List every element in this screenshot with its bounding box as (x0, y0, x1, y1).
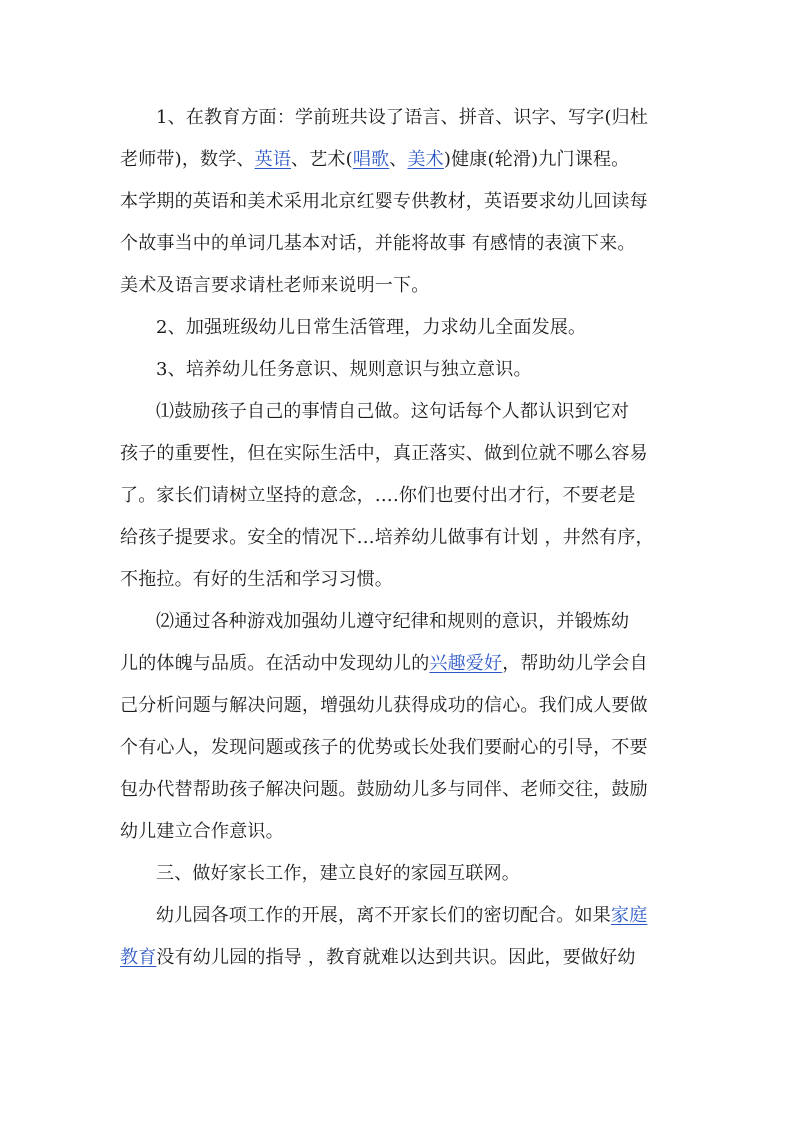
paragraph-line: 个有心人，发现问题或孩子的优势或长处我们要耐心的引导，不要 (120, 737, 648, 758)
link-family[interactable]: 家庭 (611, 905, 648, 926)
paragraph-line (120, 148, 629, 172)
link-education[interactable]: 教育 (120, 947, 157, 968)
text-span: ，帮助幼儿学会自 (502, 653, 648, 674)
link-interests[interactable]: 兴趣爱好 (429, 653, 503, 674)
text-span: 幼儿园各项工作的开展，离不开家长们的密切配合。如果 (156, 905, 611, 926)
paragraph-line: 了。家长们请树立坚持的意念，….你们也要付出才行，不要老是 (120, 485, 636, 506)
paragraph-line: 己分析问题与解决问题，增强幼儿获得成功的信心。我们成人要做 (120, 695, 648, 716)
paragraph-line: 1、在教育方面：学前班共设了语言、拼音、识字、写字(归杜 (156, 107, 649, 128)
section-heading: 三、做好家长工作，建立良好的家园互联网。 (156, 863, 520, 884)
paragraph-line: 包办代替帮助孩子解决问题。鼓励幼儿多与同伴、老师交往，鼓励 (120, 779, 648, 800)
paragraph-line (156, 904, 647, 928)
paragraph-line: 3、培养幼儿任务意识、规则意识与独立意识。 (156, 359, 532, 380)
link-english[interactable]: 英语 (254, 149, 292, 170)
paragraph-line: ⑴鼓励孩子自己的事情自己做。这句话每个人都认识到它对 (156, 401, 630, 422)
paragraph-line: 2、加强班级幼儿日常生活管理，力求幼儿全面发展。 (156, 317, 587, 338)
text-span: )健康(轮滑)九门课程。 (443, 149, 630, 170)
paragraph-line (120, 946, 636, 970)
paragraph-line: 给孩子提要求。安全的情况下…培养幼儿做事有计划 ，井然有序， (120, 527, 654, 548)
paragraph-line: 幼儿建立合作意识。 (120, 821, 284, 842)
text-span: 老师带)，数学、 (120, 149, 255, 170)
link-art[interactable]: 美术 (407, 149, 444, 170)
text-span: 、艺术( (291, 149, 353, 170)
text-span: 没有幼儿园的指导 ，教育就难以达到共识。因此，要做好幼 (156, 947, 636, 968)
text-span: 、 (389, 149, 408, 170)
paragraph-line: 本学期的英语和美术采用北京红婴专供教材，英语要求幼儿回读每 (120, 191, 648, 212)
paragraph-line: 美术及语言要求请杜老师来说明一下。 (120, 275, 430, 296)
text-span: 儿的体魄与品质。在活动中发现幼儿的 (120, 653, 430, 674)
paragraph-line: 个故事当中的单词几基本对话，并能将故事 有感情的表演下来。 (120, 233, 636, 254)
paragraph-line: ⑵通过各种游戏加强幼儿遵守纪律和规则的意识，并锻炼幼 (156, 611, 630, 632)
paragraph-line: 不拖拉。有好的生活和学习习惯。 (120, 569, 393, 590)
link-singing[interactable]: 唱歌 (352, 149, 390, 170)
paragraph-line: 孩子的重要性，但在实际生活中，真正落实、做到位就不哪么容易 (120, 443, 648, 464)
paragraph-line (120, 652, 648, 676)
